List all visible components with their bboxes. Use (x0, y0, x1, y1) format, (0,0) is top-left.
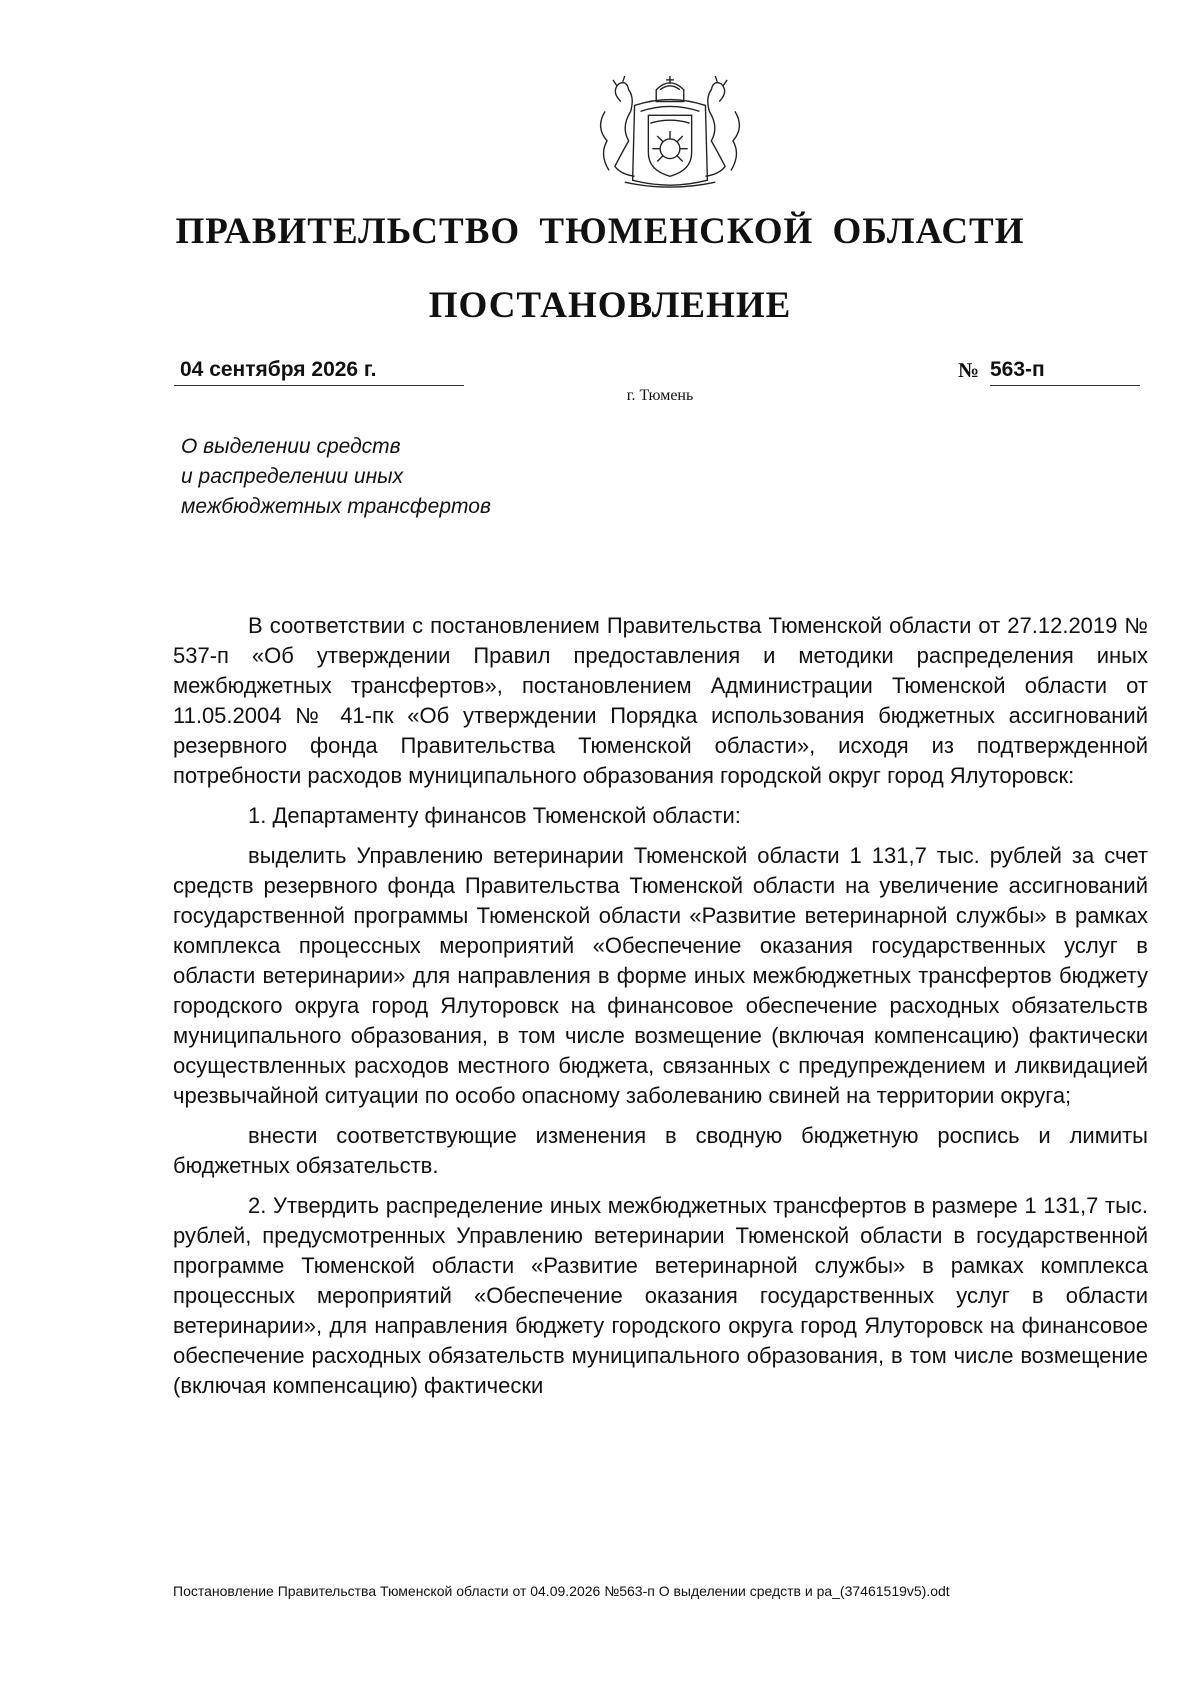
subject-line: межбюджетных трансфертов (181, 495, 491, 518)
document-city: г. Тюмень (626, 387, 694, 404)
coat-of-arms-icon (591, 72, 749, 194)
body-paragraph: выделить Управлению ветеринарии Тюменской области 1 131,7 тыс. рублей за счет средств резервного фонда Правительства Тюменской области на увеличение ассигнований государственной программы Тюменской области «Развитие ветеринарной службы» в рамках комплекса процессных мероприятий «Обеспечение оказания государственных услуг в области ветеринарии» для направления в форме иных межбюджетных трансфертов бюджету городского округа город Ялуторовск на финансовое обеспечение расходных обязательств муниципального образования, в том числе возмещение (включая компенсацию) фактически осуществленных расходов местного бюджета, связанных с предупреждением и ликвидацией чрезвычайной ситуации по особо опасному заболеванию свиней на территории округа; (173, 843, 1148, 1108)
body-paragraph: 2. Утвердить распределение иных межбюджетных трансфертов в размере 1 131,7 тыс. рублей, предусмотренных Управлению ветеринарии Тюменской области в государственной программе Тюменской области «Развитие ветеринарной службы» в рамках комплекса процессных мероприятий «Обеспечение оказания государственных услуг в области ветеринарии», для направления бюджету городского округа город Ялуторовск на финансовое обеспечение расходных обязательств муниципального образования, в том числе возмещение (включая компенсацию) фактически (173, 1193, 1148, 1398)
organization-title: ПРАВИТЕЛЬСТВО ТЮМЕНСКОЙ ОБЛАСТИ (175, 211, 1025, 252)
document-type: ПОСТАНОВЛЕНИЕ (428, 285, 792, 326)
document-subject (181, 432, 491, 522)
document-number: 563-п (990, 358, 1140, 386)
body-paragraph: 1. Департаменту финансов Тюменской области: (248, 803, 741, 828)
document-date: 04 сентября 2026 г. (174, 358, 464, 386)
subject-line: и распределении иных (181, 465, 404, 488)
page-footer: Постановление Правительства Тюменской области от 04.09.2026 №563-п О выделении средств и ра_(37461519v5).odt (173, 1583, 950, 1599)
body-paragraph: внести соответствующие изменения в сводную бюджетную роспись и лимиты бюджетных обязательств. (173, 1123, 1148, 1178)
number-sign: № (958, 358, 980, 382)
body-paragraph: В соответствии с постановлением Правительства Тюменской области от 27.12.2019 № 537-п «Об утверждении Правил предоставления и методики распределения иных межбюджетных трансфертов», постановлением Администрации Тюменской области от 11.05.2004 № 41-пк «Об утверждении Порядка использования бюджетных ассигнований резервного фонда Правительства Тюменской области», исходя из подтвержденной потребности расходов муниципального образования городской округ город Ялуторовск: (173, 613, 1148, 788)
document-body (173, 611, 1148, 1401)
subject-line: О выделении средств (181, 435, 401, 458)
